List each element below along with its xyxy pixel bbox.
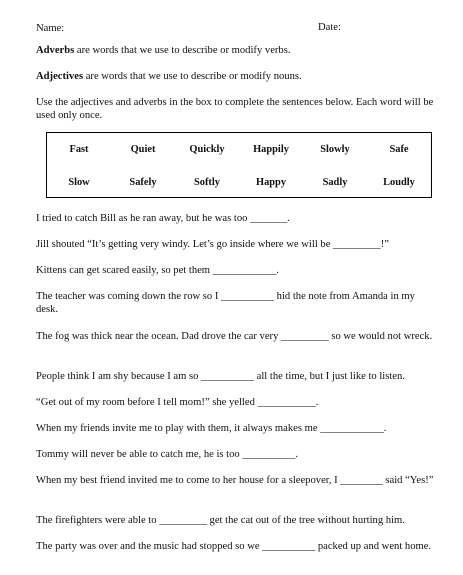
- instructions: Use the adjectives and adverbs in the box to complete the sentences below. Each word will be used only once.: [36, 97, 434, 122]
- sentence-4: The teacher was coming down the row so I __________ hid the note from Amanda in my desk.: [36, 291, 415, 316]
- name-label: Name:: [36, 23, 65, 34]
- word-happily: Happily: [253, 144, 289, 155]
- adjectives-text: are words that we use to describe or modify nouns.: [83, 71, 302, 82]
- word-slow: Slow: [68, 177, 90, 188]
- date-label: Date:: [318, 22, 341, 33]
- word-sadly: Sadly: [322, 177, 348, 188]
- adjectives-term: Adjectives: [36, 71, 84, 82]
- word-loudly: Loudly: [383, 177, 415, 188]
- sentence-10: When my best friend invited me to come to her house for a sleepover, I ________ said “Yes!”: [36, 475, 434, 486]
- sentence-3: Kittens can get scared easily, so pet them ____________.: [36, 265, 279, 276]
- adverbs-definition: [36, 44, 291, 57]
- word-quickly: Quickly: [189, 144, 225, 155]
- word-fast: Fast: [69, 144, 89, 155]
- sentence-2: Jill shouted “It’s getting very windy. Let’s go inside where we will be _________!”: [36, 239, 389, 250]
- word-slowly: Slowly: [320, 144, 350, 155]
- sentence-1: I tried to catch Bill as he ran away, but he was too _______.: [36, 213, 290, 224]
- sentence-9: Tommy will never be able to catch me, he is too __________.: [36, 449, 298, 460]
- word-softly: Softly: [194, 177, 220, 188]
- sentence-11: The firefighters were able to _________ get the cat out of the tree without hurting him.: [36, 515, 405, 526]
- sentence-8: When my friends invite me to play with them, it always makes me ____________.: [36, 423, 387, 434]
- adjectives-definition: [36, 70, 302, 83]
- word-safely: Safely: [129, 177, 157, 188]
- sentence-6: People think I am shy because I am so __________ all the time, but I just like to listen.: [36, 371, 405, 382]
- word-happy: Happy: [255, 177, 287, 188]
- adverbs-text: are words that we use to describe or modify verbs.: [74, 45, 291, 56]
- word-box: [46, 132, 432, 198]
- word-safe: Safe: [389, 144, 409, 155]
- adverbs-term: Adverbs: [36, 45, 75, 56]
- sentence-12: The party was over and the music had stopped so we __________ packed up and went home.: [36, 541, 432, 552]
- sentence-7: “Get out of my room before I tell mom!” she yelled ___________.: [36, 397, 319, 408]
- word-quiet: Quiet: [130, 144, 156, 155]
- sentence-5: The fog was thick near the ocean. Dad drove the car very _________ so we would not wreck.: [36, 331, 433, 342]
